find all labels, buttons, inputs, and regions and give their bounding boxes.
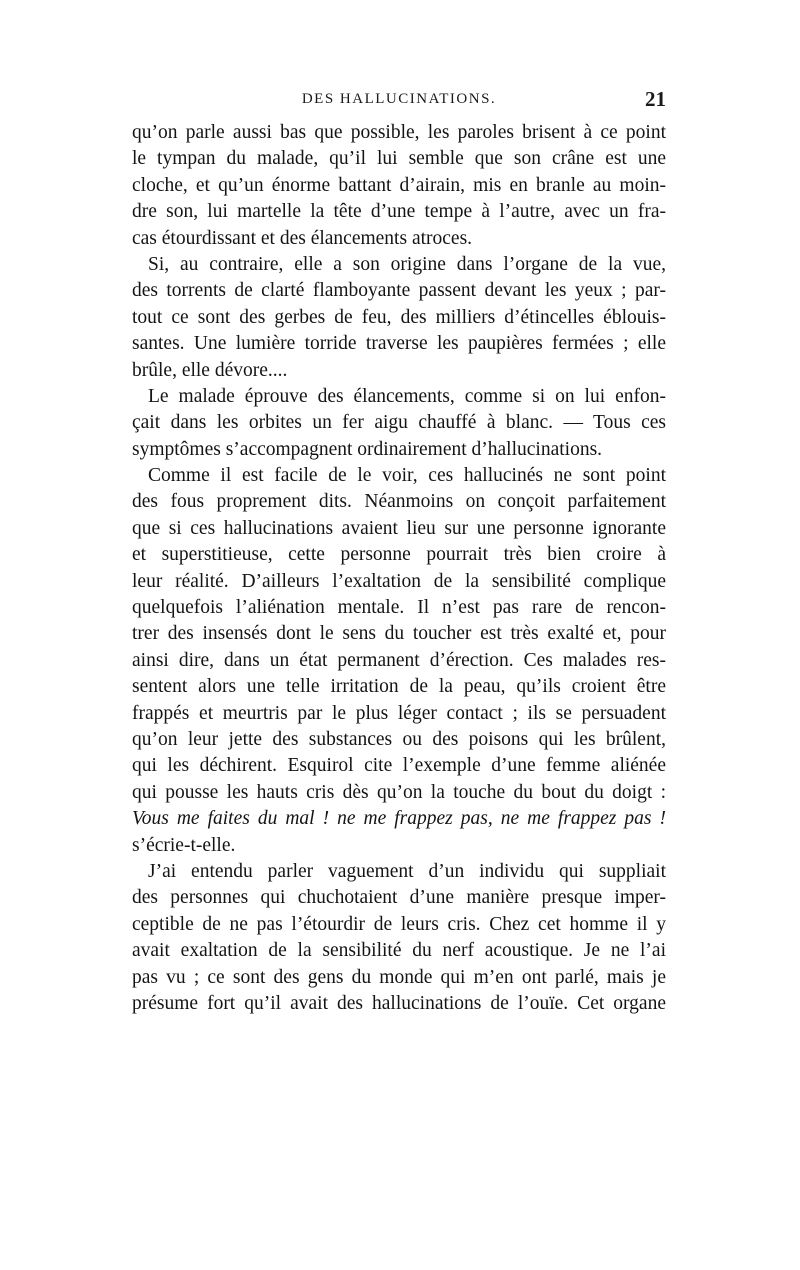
text-line: qu’on leur jette des substances ou des poisons qui les brûlent,	[132, 728, 666, 750]
text-line: brûle, elle dévore....	[132, 359, 288, 381]
text-line: qui pousse les hauts cris dès qu’on la touche du bout du doigt :	[132, 781, 666, 803]
page-number: 21	[645, 87, 666, 111]
text-line: Le malade éprouve des élancements, comme si on lui enfon-	[148, 385, 666, 407]
text-line: avait exaltation de la sensibilité du nerf acoustique. Je ne l’ai	[132, 940, 666, 962]
text-line: des personnes qui chuchotaient d’une manière presque imper-	[132, 887, 666, 909]
text-line: dre son, lui martelle la tête d’une tempe à l’autre, avec un fra-	[132, 201, 666, 223]
text-line: qu’on parle aussi bas que possible, les paroles brisent à ce point	[132, 122, 666, 143]
running-head: DES HALLUCINATIONS.	[301, 91, 497, 107]
text-line: Comme il est facile de le voir, ces hallucinés ne sont point	[148, 465, 666, 487]
text-line: leur réalité. D’ailleurs l’exaltation de la sensibilité complique	[132, 570, 666, 592]
text-line: frappés et meurtris par le plus léger contact ; ils se persuadent	[132, 702, 666, 724]
text-line: symptômes s’accompagnent ordinairement d’hallucinations.	[132, 438, 603, 460]
text-line: quelquefois l’aliénation mentale. Il n’est pas rare de rencon-	[132, 597, 666, 619]
text-line: J’ai entendu parler vaguement d’un individu qui suppliait	[148, 860, 666, 882]
text-line: ainsi dire, dans un état permanent d’érection. Ces malades res-	[132, 649, 666, 671]
page-header	[132, 84, 666, 114]
text-line: qui les déchirent. Esquirol cite l’exemple d’une femme aliénée	[132, 755, 666, 777]
text-line: cloche, et qu’un énorme battant d’airain, mis en branle au moin-	[132, 174, 666, 196]
text-line: des torrents de clarté flamboyante passent devant les yeux ; par-	[132, 280, 666, 302]
text-line: çait dans les orbites un fer aigu chauffé à blanc. — Tous ces	[132, 412, 666, 434]
text-line: présume fort qu’il avait des hallucinations de l’ouïe. Cet organe	[132, 992, 666, 1014]
text-line: trer des insensés dont le sens du toucher est très exalté et, pour	[132, 623, 666, 645]
text-line: s’écrie-t-elle.	[132, 834, 236, 856]
text-line: ceptible de ne pas l’étourdir de leurs cris. Chez cet homme il y	[132, 913, 666, 935]
text-line: Si, au contraire, elle a son origine dans l’organe de la vue,	[148, 253, 666, 275]
text-line: tout ce sont des gerbes de feu, des milliers d’étincelles éblouis-	[132, 306, 666, 328]
text-line: Vous me faites du mal ! ne me frappez pas, ne me frappez pas !	[132, 808, 666, 830]
text-line: sentent alors une telle irritation de la peau, qu’ils croient être	[132, 676, 666, 698]
text-line: que si ces hallucinations avaient lieu sur une personne ignorante	[132, 517, 666, 539]
text-line: des fous proprement dits. Néanmoins on conçoit parfaitement	[132, 491, 666, 513]
text-line: et superstitieuse, cette personne pourrait très bien croire à	[132, 544, 666, 566]
body-text	[132, 120, 666, 1017]
text-line: le tympan du malade, qu’il lui semble que son crâne est une	[132, 148, 666, 170]
text-line: cas étourdissant et des élancements atroces.	[132, 227, 473, 249]
text-line: santes. Une lumière torride traverse les paupières fermées ; elle	[132, 333, 666, 355]
text-line: pas vu ; ce sont des gens du monde qui m’en ont parlé, mais je	[132, 966, 666, 988]
